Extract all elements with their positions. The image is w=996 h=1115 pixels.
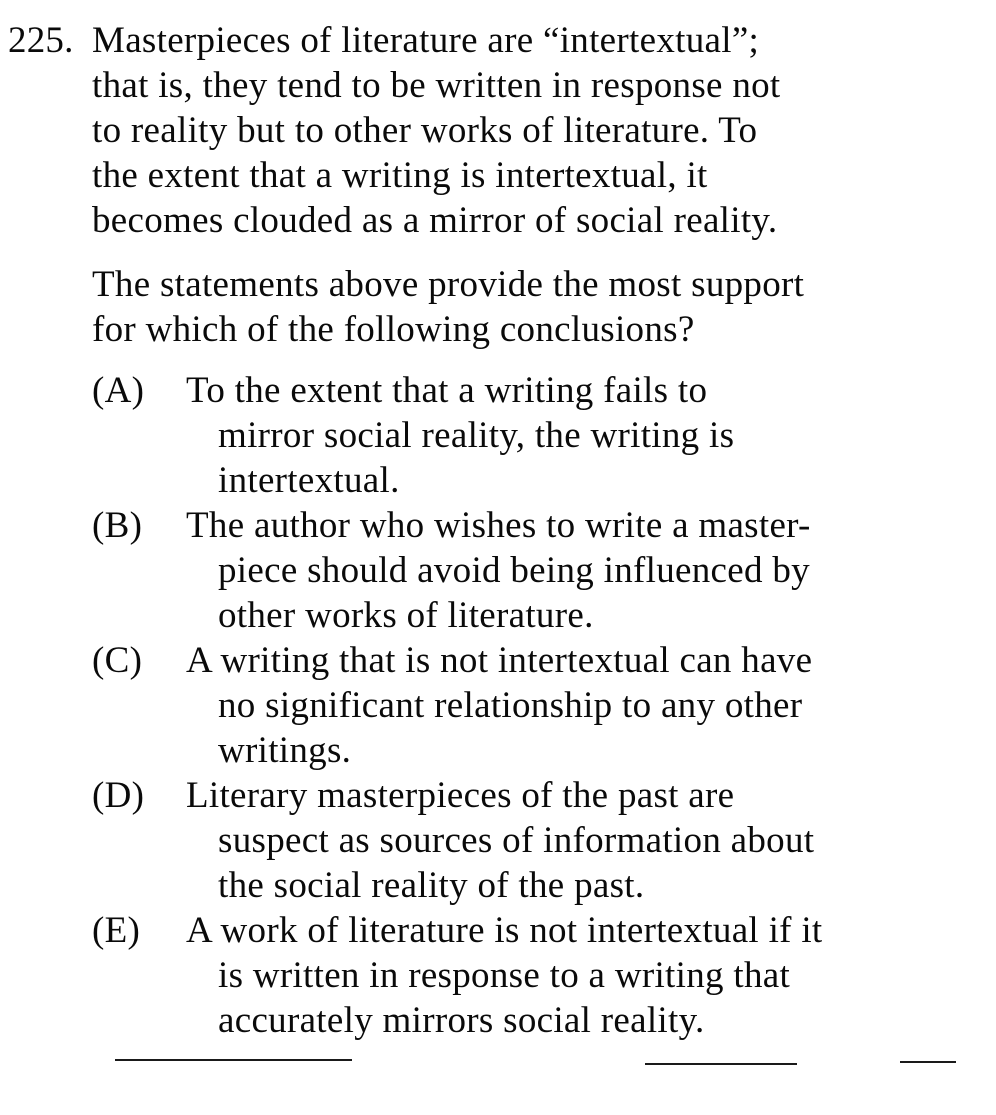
bottom-rule-right	[900, 1061, 956, 1063]
choice-line: is written in response to a writing that	[218, 955, 791, 996]
choice-letter: (B)	[92, 505, 143, 546]
answer-choice-c	[92, 638, 972, 773]
choice-line: accurately mirrors social reality.	[218, 1000, 705, 1041]
choice-line: intertextual.	[218, 460, 400, 501]
choice-line: no significant relationship to any other	[218, 685, 803, 726]
answer-choice-d	[92, 773, 972, 908]
stem-line: to reality but to other works of literature. To	[92, 110, 758, 151]
choice-text	[186, 773, 972, 908]
answer-choice-e	[92, 908, 972, 1043]
choice-line: Literary masterpieces of the past are	[186, 775, 735, 816]
choice-line: The author who wishes to write a master-	[186, 505, 811, 546]
prompt-line: The statements above provide the most support	[92, 264, 805, 305]
bottom-rule-left	[115, 1059, 352, 1061]
choice-text	[186, 368, 972, 503]
choice-text	[186, 503, 972, 638]
question-number: 225.	[8, 20, 74, 61]
stem-line: becomes clouded as a mirror of social reality.	[92, 200, 778, 241]
stem-line: the extent that a writing is intertextual, it	[92, 155, 708, 196]
choice-line: suspect as sources of information about	[218, 820, 815, 861]
choice-letter: (E)	[92, 910, 141, 951]
prompt-line: for which of the following conclusions?	[92, 309, 695, 350]
answer-choice-a	[92, 368, 972, 503]
choice-line: writings.	[218, 730, 352, 771]
choice-line: the social reality of the past.	[218, 865, 645, 906]
choice-line: A writing that is not intertextual can have	[186, 640, 813, 681]
answer-choices	[92, 368, 972, 1043]
choice-letter: (D)	[92, 775, 145, 816]
choice-letter: (C)	[92, 640, 143, 681]
choice-line: other works of literature.	[218, 595, 594, 636]
choice-text	[186, 638, 972, 773]
answer-choice-b	[92, 503, 972, 638]
choice-line: mirror social reality, the writing is	[218, 415, 735, 456]
choice-line: A work of literature is not intertextual if it	[186, 910, 823, 951]
choice-text	[186, 908, 972, 1043]
stem-line: that is, they tend to be written in response not	[92, 65, 781, 106]
choice-letter: (A)	[92, 370, 145, 411]
bottom-rule-middle	[645, 1063, 797, 1065]
question-stem	[92, 18, 972, 243]
choice-line: piece should avoid being influenced by	[218, 550, 810, 591]
stem-line: Masterpieces of literature are “intertextual”;	[92, 20, 760, 61]
choice-line: To the extent that a writing fails to	[186, 370, 708, 411]
question-prompt	[92, 262, 972, 352]
